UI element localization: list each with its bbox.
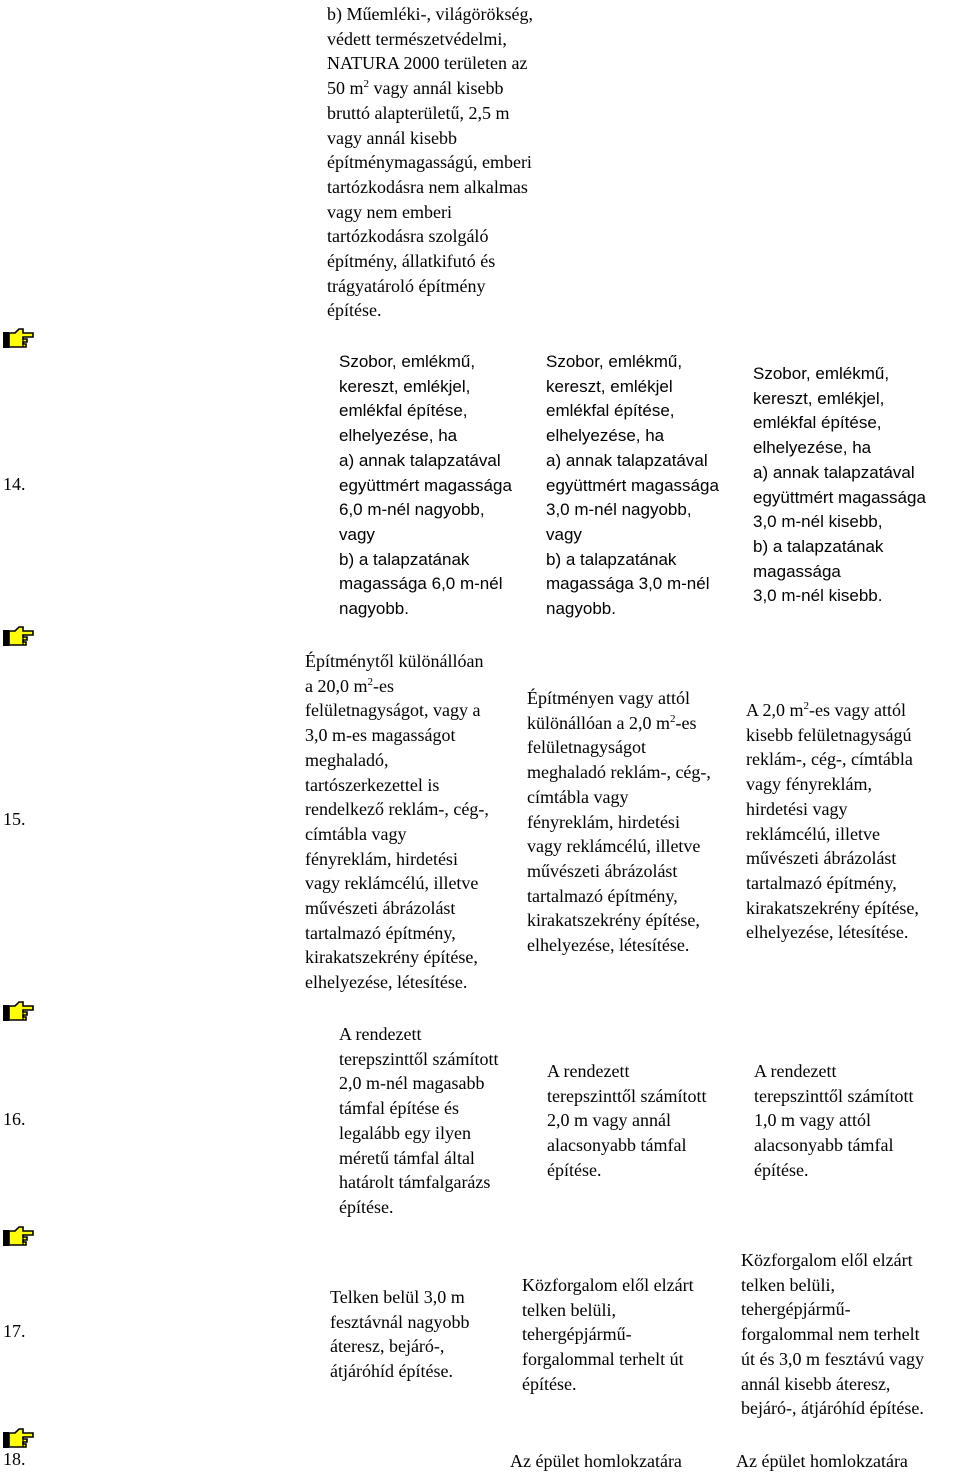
text-part: vagy annál kisebb bruttó alapterületű, 2,5 m vagy annál kisebb építménymagasságú, emberi tartózkodásra nem alkalmas vagy nem emberi tartózkodásra szolgáló építmény, állatkifutó és trágyatároló építmény építése. bbox=[327, 78, 532, 321]
text-part: -es felületnagyságot, vagy a 3,0 m-es magasságot meghaladó, tartószerkezettel is rendelkező reklám-, cég-, címtábla vagy fényreklám, hirdetési vagy reklámcélú, illetve művészeti ábrázolást tartalmazó építmény, kirakatszekrény építése, elhelyezése, létesítése. bbox=[305, 675, 489, 993]
row-16-col1: A rendezett terepszinttől számított 2,0 m-nél magasabb támfal építése és legalább egy ilyen méretű támfal által határolt támfalgarázs építése. bbox=[339, 1024, 499, 1217]
superscript: 2 bbox=[367, 675, 373, 688]
text-part: -es vagy attól kisebb felületnagyságú reklám-, cég-, címtábla vagy fényreklám, hirdetési vagy reklámcélú, illetve művészeti ábrázolást tartalmazó építmény, kirakatszekrény építése, elhelyezése, létesítése. bbox=[746, 700, 919, 943]
row-14-col1: Szobor, emlékmű, kereszt, emlékjel, emlékfal építése, elhelyezése, ha a) annak talapzatával együttmért magassága 6,0 m-nél nagyobb, vagy b) a talapzatának magassága 6,0 m-nél nagyobb. bbox=[339, 352, 512, 619]
text-part: A 2,0 m bbox=[746, 700, 804, 720]
text-part: Építménytől különállóan a 20,0 m bbox=[305, 651, 484, 696]
row-14-col2: Szobor, emlékmű, kereszt, emlékjel emlékfal építése, elhelyezése, ha a) annak talapzatával együttmért magassága 3,0 m-nél nagyobb, vagy b) a talapzatának magassága 3,0 m-nél nagyobb. bbox=[546, 352, 719, 619]
pointing-hand-icon bbox=[3, 328, 35, 350]
pointing-hand-icon bbox=[3, 1226, 35, 1248]
row-number: 18. bbox=[3, 1449, 26, 1469]
row-number: 14. bbox=[3, 474, 26, 494]
row-17-col3: Közforgalom elől elzárt telken belüli, tehergépjármű- forgalommal nem terhelt út és 3,0 m fesztávú vagy annál kisebb áteresz, bejáró-, átjáróhíd építése. bbox=[741, 1250, 924, 1419]
row-18-col2: Az épület homlokzatára bbox=[510, 1451, 682, 1471]
row-13-text bbox=[327, 2, 587, 323]
row-15-col3 bbox=[746, 698, 958, 945]
row-15-col2 bbox=[527, 686, 752, 958]
row-18-col3: Az épület homlokzatára bbox=[736, 1451, 908, 1471]
row-16-col2: A rendezett terepszinttől számított 2,0 m vagy annál alacsonyabb támfal építése. bbox=[547, 1061, 707, 1180]
row-14-col3: Szobor, emlékmű, kereszt, emlékjel, emlékfal építése, elhelyezése, ha a) annak talapzatával együttmért magassága 3,0 m-nél kisebb, b) a talapzatának magassága 3,0 m-nél kisebb. bbox=[753, 364, 926, 606]
text-part: b) Műemléki-, világörökség, védett természetvédelmi, NATURA 2000 területen az 50 m bbox=[327, 4, 533, 99]
text-part: -es felületnagyságot meghaladó reklám-, cég-, címtábla vagy fényreklám, hirdetési vagy reklámcélú, illetve művészeti ábrázolást tartalmazó építmény, kirakatszekrény építése, elhelyezése, létesítése. bbox=[527, 712, 711, 956]
row-number: 15. bbox=[3, 809, 26, 829]
row-number: 17. bbox=[3, 1321, 26, 1341]
row-17-col1: Telken belül 3,0 m fesztávnál nagyobb áteresz, bejáró-, átjáróhíd építése. bbox=[330, 1287, 470, 1382]
row-number: 16. bbox=[3, 1109, 26, 1129]
superscript: 2 bbox=[363, 78, 370, 91]
pointing-hand-icon bbox=[3, 626, 35, 648]
row-16-col3: A rendezett terepszinttől számított 1,0 m vagy attól alacsonyabb támfal építése. bbox=[754, 1061, 914, 1180]
superscript: 2 bbox=[803, 700, 810, 712]
pointing-hand-icon bbox=[3, 1428, 35, 1450]
row-15-col1 bbox=[305, 649, 530, 995]
row-17-col2: Közforgalom elől elzárt telken belüli, tehergépjármű- forgalommal terhelt út építése. bbox=[522, 1275, 694, 1394]
text-part: Építményen vagy attól különállóan a 2,0 m bbox=[527, 688, 690, 733]
pointing-hand-icon bbox=[3, 1001, 35, 1023]
superscript: 2 bbox=[669, 712, 676, 725]
